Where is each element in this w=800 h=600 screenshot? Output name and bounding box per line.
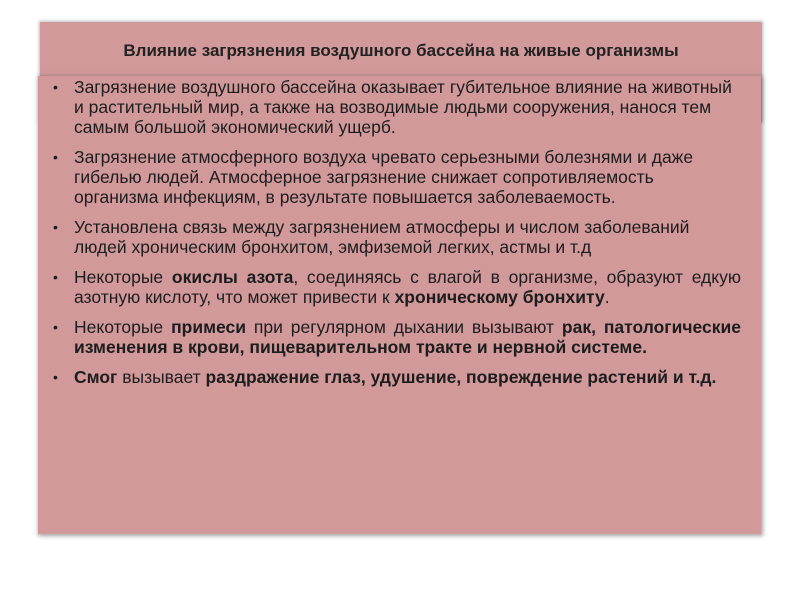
bullet-text: . — [604, 287, 610, 307]
bullet-text: Некоторые — [74, 267, 172, 287]
bullet-item-6 — [53, 367, 741, 387]
bullet-text: вызывает — [117, 367, 206, 387]
bullet-text: Загрязнение атмосферного воздуха чревато серьезными болезнями и даже гибелью людей. Атмосферное загрязнение снижает сопротивляемость организма инфекциям, в результате повышается заболеваемость. — [74, 147, 694, 207]
bullet-emphasis: рак, патологические изменения в крови, пищеварительном тракте и нервной системе. — [74, 317, 741, 357]
bullet-marker: • — [53, 79, 58, 95]
bullet-emphasis: раздражение глаз, удушение, повреждение растений и т.д. — [205, 367, 717, 387]
bullet-text: Загрязнение воздушного бассейна оказывает губительное влияние на животный и растительный мир, а также на возводимые людьми сооружения, нанося тем самым большой экономический ущерб. — [74, 77, 732, 137]
bullet-text: , соединяясь с влагой в организме, образуют едкую азотную кислоту, что может привести к — [74, 267, 741, 307]
bullet-marker: • — [53, 369, 58, 385]
bullet-emphasis: примеси — [171, 317, 247, 337]
bullet-item-3 — [53, 217, 741, 257]
bullet-text: Установлена связь между загрязнением атмосферы и числом заболеваний людей хроническим бронхитом, эмфиземой легких, астмы и т.д — [74, 217, 690, 257]
bullet-item-5 — [53, 317, 741, 357]
bullet-marker: • — [53, 149, 58, 165]
bullet-emphasis: Смог — [74, 367, 118, 387]
bullet-item-2 — [53, 147, 741, 207]
bullet-item-1 — [53, 77, 741, 137]
bullet-emphasis: окислы азота — [171, 267, 294, 287]
bullet-text: при регулярном дыхании вызывают — [246, 317, 562, 337]
slide-title: Влияние загрязнения воздушного бассейна на живые организмы — [123, 41, 679, 60]
bullet-marker: • — [53, 319, 58, 335]
bullet-item-4 — [53, 267, 741, 307]
bullet-marker: • — [53, 219, 58, 235]
bullet-emphasis: хроническому бронхиту — [394, 287, 605, 307]
content-box — [38, 76, 761, 534]
bullet-text: Некоторые — [74, 317, 172, 337]
bullet-list — [53, 77, 741, 387]
bullet-marker: • — [53, 269, 58, 285]
